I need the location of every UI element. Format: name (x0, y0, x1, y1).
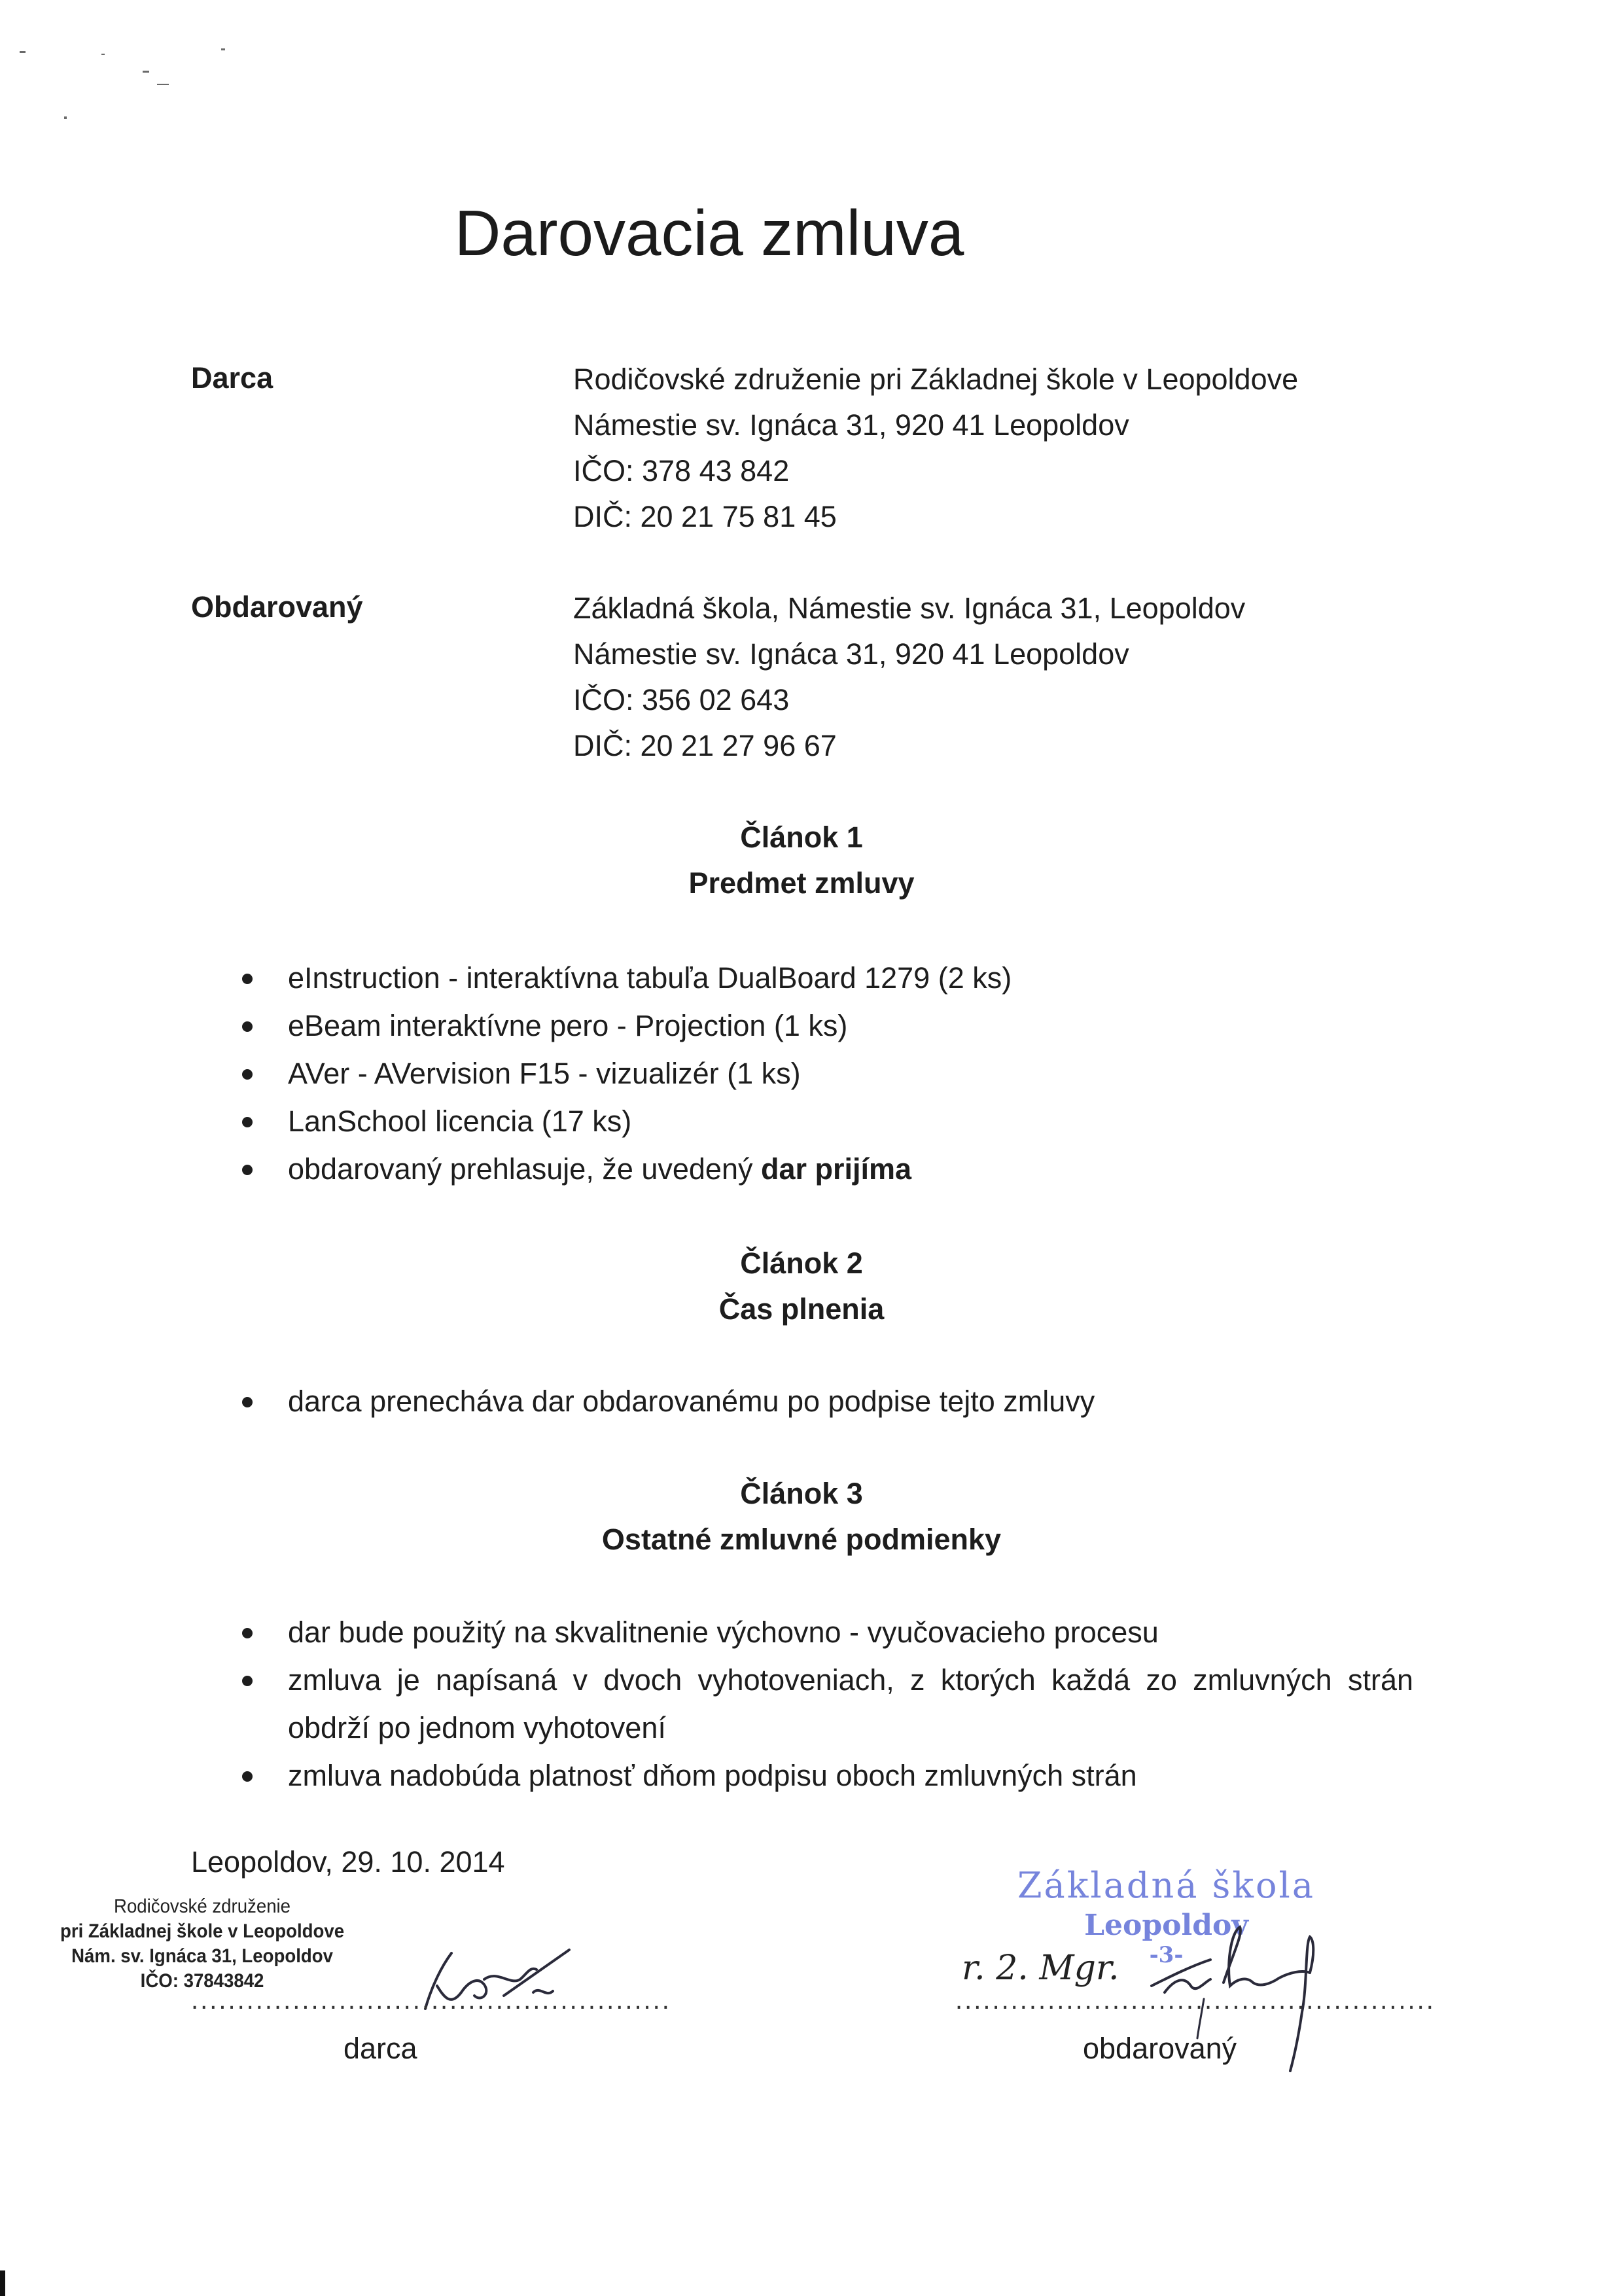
list-item: obdarovaný prehlasuje, že uvedený dar prijíma (242, 1145, 1418, 1193)
handwritten-note: r. 2. Mgr. (962, 1949, 1119, 1988)
list-item: AVer - AVervision F15 - vizualizér (1 ks) (242, 1050, 1418, 1097)
bullet-icon (242, 1021, 253, 1032)
donor-details (573, 357, 1298, 540)
recipient-dic: DIČ: 20 21 27 96 67 (573, 729, 837, 762)
list-item: zmluva je napísaná v dvoch vyhotoveniach, z ktorých každá zo zmluvných strán obdrží po jednom vyhotovení (242, 1656, 1418, 1752)
bullet-icon (242, 1397, 253, 1407)
school-stamp: Základná škola Leopoldov -3- (1017, 1865, 1316, 1968)
emphasis-text: dar prijíma (761, 1152, 912, 1186)
list-item: dar bude použitý na skvalitnenie výchovno - vyučovacieho procesu (242, 1608, 1418, 1656)
bullet-icon (242, 1771, 253, 1782)
article-3-list (242, 1608, 1418, 1799)
bullet-icon (242, 974, 253, 984)
article-1-number: Článok 1 (740, 821, 863, 854)
article-3-heading: Ostatné zmluvné podmienky (601, 1523, 1002, 1556)
scan-speck (0, 2270, 5, 2296)
scan-speck (157, 84, 169, 85)
article-2-heading: Čas plnenia (718, 1292, 885, 1326)
bullet-icon (242, 1117, 253, 1127)
place-date: Leopoldov, 29. 10. 2014 (191, 1845, 505, 1879)
article-2-list (242, 1377, 1418, 1425)
recipient-details (573, 586, 1245, 769)
donor-ico: IČO: 378 43 842 (573, 454, 790, 487)
bullet-icon (242, 1676, 253, 1686)
scan-speck (143, 71, 149, 73)
donor-dic: DIČ: 20 21 75 81 45 (573, 500, 837, 533)
article-3-number: Článok 3 (740, 1477, 863, 1510)
article-2-header (0, 1241, 1603, 1332)
recipient-signature-line: .................................................... (955, 1986, 1436, 2015)
list-item: eBeam interaktívne pero - Projection (1 ks) (242, 1002, 1418, 1050)
bullet-icon (242, 1165, 253, 1175)
list-item: darca prenecháva dar obdarovanému po podpise tejto zmluvy (242, 1377, 1418, 1425)
article-1-list (242, 954, 1418, 1193)
article-1-heading: Predmet zmluvy (688, 866, 915, 900)
donor-signature-line: .................................................... (191, 1986, 671, 2015)
donor-name: Rodičovské združenie pri Základnej škole v Leopoldove (573, 362, 1299, 396)
article-1-header (0, 815, 1603, 906)
recipient-label: Obdarovaný (191, 590, 363, 624)
article-3-header (0, 1471, 1603, 1563)
recipient-ico: IČO: 356 02 643 (573, 683, 790, 716)
donor-label: Darca (191, 361, 273, 395)
recipient-sign-label: obdarovaný (1083, 2032, 1237, 2065)
list-item: zmluva nadobúda platnosť dňom podpisu oboch zmluvných strán (242, 1752, 1418, 1799)
donor-address: Námestie sv. Ignáca 31, 920 41 Leopoldov (573, 408, 1129, 442)
recipient-name: Základná škola, Námestie sv. Ignáca 31, Leopoldov (573, 592, 1246, 625)
list-item: LanSchool licencia (17 ks) (242, 1097, 1418, 1145)
bullet-icon (242, 1069, 253, 1080)
document-title: Darovacia zmluva (454, 197, 964, 269)
list-item: eInstruction - interaktívna tabuľa DualBoard 1279 (2 ks) (242, 954, 1418, 1002)
scan-speck (221, 48, 225, 50)
donor-sign-label: darca (344, 2032, 417, 2065)
article-2-number: Článok 2 (740, 1246, 863, 1280)
recipient-address: Námestie sv. Ignáca 31, 920 41 Leopoldov (573, 637, 1129, 671)
scan-speck (64, 116, 67, 119)
donor-stamp: Rodičovské združenie pri Základnej škole v Leopoldove Nám. sv. Ignáca 31, Leopoldov IČO: 37843842 (60, 1896, 345, 1992)
bullet-icon (242, 1628, 253, 1638)
scan-speck (101, 54, 105, 55)
scan-speck (20, 51, 26, 53)
